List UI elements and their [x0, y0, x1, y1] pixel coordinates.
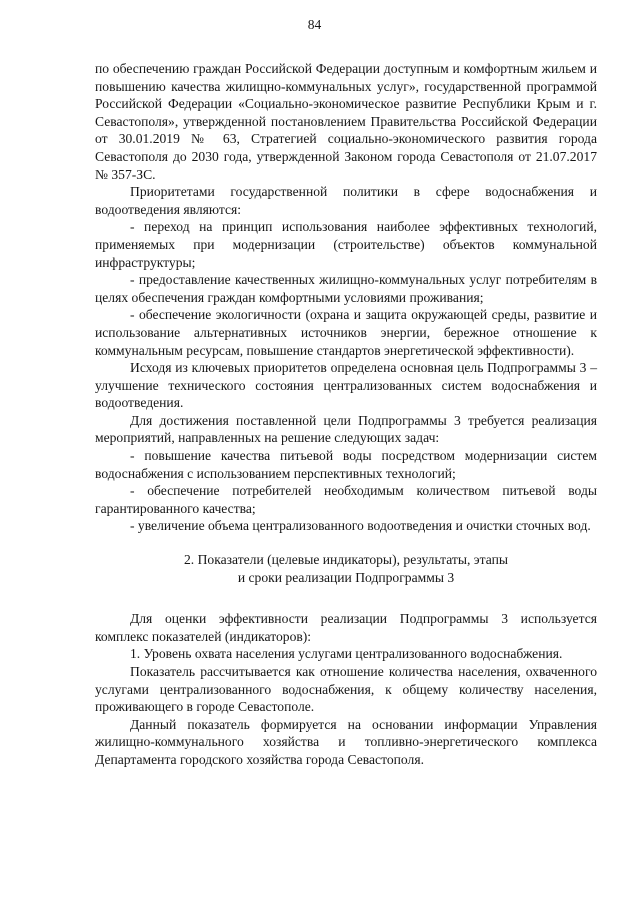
- section-heading-line-1: 2. Показатели (целевые индикаторы), результаты, этапы: [184, 552, 508, 568]
- page-number: 84: [307, 17, 322, 32]
- list-item-priority-ecology: - обеспечение экологичности (охрана и защита окружающей среды, развитие и использование альтернативных источников энергии, бережное отношение к коммунальным ресурсам, повышение стандартов энергетической эффективности).: [95, 307, 597, 358]
- paragraph-legal-basis: по обеспечению граждан Российской Федерации доступным и комфортным жильем и повышению качества жилищно-коммунальных услуг», государственной программой Российской Федерации «Социально-экономическое развитие Республики Крым и г. Севастополя», утвержденной постановлением Правительства Российской Федерации от 30.01.2019 № 63, Стратегией социально-экономического развития города Севастополя до 2030 года, утвержденной Законом города Севастополя от 21.07.2017 № 357-ЗС.: [95, 61, 597, 182]
- paragraph-indicator-calculation: Показатель рассчитывается как отношение количества населения, охваченного услугами централизованного водоснабжения, к общему количеству населения, проживающего в городе Севастополе.: [95, 664, 597, 715]
- paragraph-priorities-intro: Приоритетами государственной политики в сфере водоснабжения и водоотведения являются:: [95, 184, 597, 217]
- list-item-indicator-coverage: 1. Уровень охвата населения услугами централизованного водоснабжения.: [130, 646, 563, 662]
- list-item-task-water-supply: - обеспечение потребителей необходимым количеством питьевой воды гарантированного качества;: [95, 483, 597, 516]
- section-heading-line-2: и сроки реализации Подпрограммы 3: [237, 569, 455, 585]
- document-body: [95, 60, 597, 769]
- list-item-priority-services: - предоставление качественных жилищно-коммунальных услуг потребителям в целях обеспечения граждан комфортными условиями проживания;: [95, 272, 597, 305]
- list-item-task-water-quality: - повышение качества питьевой воды посредством модернизации систем водоснабжения с использованием перспективных технологий;: [95, 448, 597, 481]
- section-heading: [95, 551, 597, 586]
- paragraph-tasks-intro: Для достижения поставленной цели Подпрограммы 3 требуется реализация мероприятий, направленных на решение следующих задач:: [95, 412, 597, 446]
- list-item-priority-technologies: - переход на принцип использования наиболее эффективных технологий, применяемых при модернизации (строительстве) объектов коммунальной инфраструктуры;: [95, 219, 597, 270]
- list-item-task-sewerage: - увеличение объема централизованного водоотведения и очистки сточных вод.: [130, 518, 591, 534]
- paragraph-indicator-source: Данный показатель формируется на основании информации Управления жилищно-коммунального хозяйства и топливно-энергетического комплекса Департамента городского хозяйства города Севастополя.: [95, 716, 597, 767]
- paragraph-indicators-intro: Для оценки эффективности реализации Подпрограммы 3 используется комплекс показателей (индикаторов):: [95, 611, 597, 644]
- paragraph-main-goal: Исходя из ключевых приоритетов определена основная цель Подпрограммы 3 – улучшение технического состояния централизованных систем водоснабжения и водоотведения.: [95, 360, 597, 411]
